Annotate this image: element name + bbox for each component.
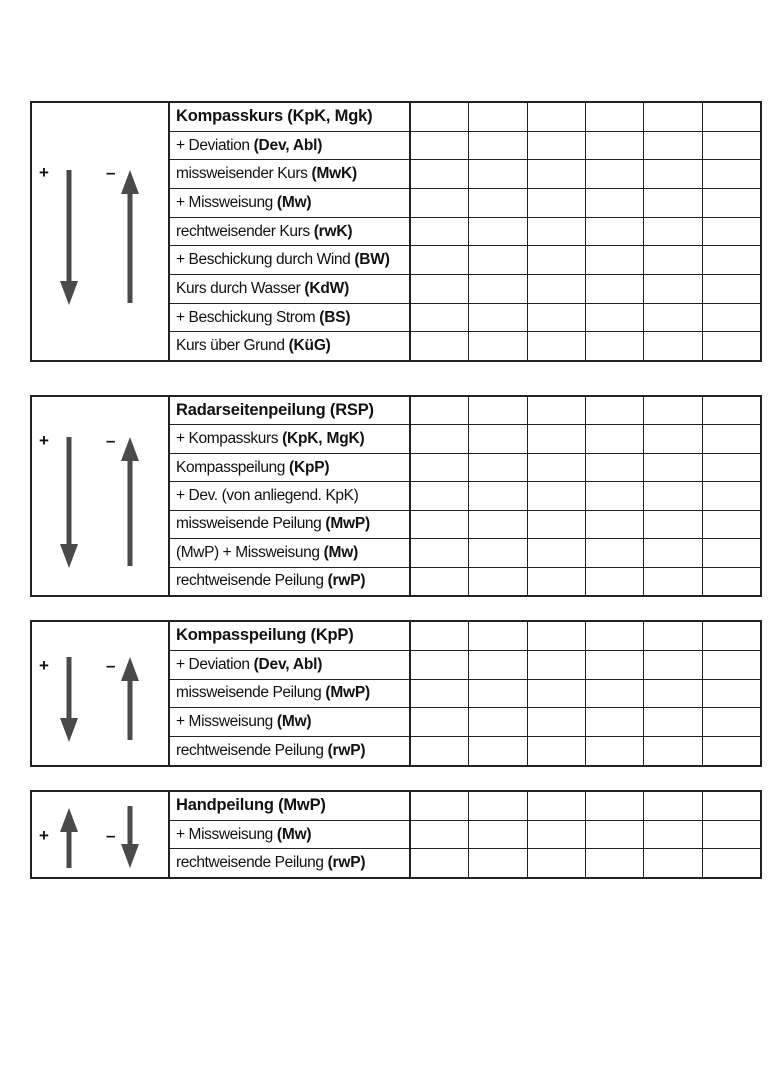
entry-cell[interactable] <box>586 622 644 650</box>
entry-cell[interactable] <box>528 332 586 360</box>
row-label-text: + Kompasskurs <box>176 430 279 448</box>
entry-cell[interactable] <box>411 425 469 452</box>
row-label <box>170 708 411 736</box>
entry-cell[interactable] <box>703 425 760 452</box>
table-row <box>170 707 760 736</box>
entry-cell[interactable] <box>703 821 760 849</box>
plus-sign: + <box>39 163 49 182</box>
row-label-text: + Deviation <box>176 655 250 673</box>
row-label <box>170 160 411 188</box>
row-term: (BW) <box>354 251 390 269</box>
entry-cell[interactable] <box>469 792 527 820</box>
entry-cell[interactable] <box>644 454 702 481</box>
entry-cell[interactable] <box>703 511 760 538</box>
entry-cell[interactable] <box>469 332 527 360</box>
row-term: (MwP) <box>325 515 370 533</box>
row-term: (KdW) <box>304 279 350 297</box>
entry-cell[interactable] <box>411 568 469 595</box>
entry-cell[interactable] <box>528 568 586 595</box>
calc-block-handpeilung <box>30 790 762 879</box>
row-term: (rwP) <box>327 742 366 760</box>
row-label-text: + Missweisung <box>176 713 273 731</box>
entry-cell[interactable] <box>644 275 702 303</box>
entry-cell[interactable] <box>703 680 760 708</box>
entry-cell[interactable] <box>703 397 760 424</box>
row-label-text: missweisender Kurs <box>176 165 308 183</box>
entry-cell[interactable] <box>469 189 527 217</box>
sign-column <box>32 103 170 360</box>
entry-cell[interactable] <box>411 622 469 650</box>
entry-cell[interactable] <box>528 189 586 217</box>
entry-cell[interactable] <box>528 275 586 303</box>
entry-cell[interactable] <box>528 246 586 274</box>
entry-cell[interactable] <box>644 425 702 452</box>
table-row <box>170 103 760 131</box>
rows <box>170 622 760 765</box>
entry-cell[interactable] <box>528 622 586 650</box>
minus-sign: – <box>106 826 116 845</box>
plus-sign: + <box>39 431 49 450</box>
entry-cell[interactable] <box>411 103 469 131</box>
entry-cell[interactable] <box>644 737 702 765</box>
entry-cell[interactable] <box>469 708 527 736</box>
row-term: (Dev, Abl) <box>253 655 323 673</box>
entry-cell[interactable] <box>586 397 644 424</box>
entry-cell[interactable] <box>703 132 760 160</box>
calc-block-kurs <box>30 101 762 362</box>
entry-cell[interactable] <box>411 651 469 679</box>
table-row <box>170 650 760 679</box>
entry-cell[interactable] <box>703 651 760 679</box>
entry-cell[interactable] <box>528 160 586 188</box>
entry-cell[interactable] <box>703 792 760 820</box>
row-label-text: + Dev. (von anliegend. KpK) <box>176 486 359 504</box>
table-row <box>170 188 760 217</box>
entry-cell[interactable] <box>528 103 586 131</box>
entry-cell[interactable] <box>703 304 760 332</box>
entry-cell[interactable] <box>469 539 527 566</box>
entry-cell[interactable] <box>411 332 469 360</box>
entry-cell[interactable] <box>703 454 760 481</box>
plus-sign: + <box>39 826 49 845</box>
entry-cell[interactable] <box>703 189 760 217</box>
row-label <box>170 275 411 303</box>
entry-cell[interactable] <box>644 651 702 679</box>
entry-cell[interactable] <box>469 568 527 595</box>
row-label-text: rechtweisender Kurs <box>176 222 310 240</box>
entry-cell[interactable] <box>644 849 702 877</box>
entry-cell[interactable] <box>528 454 586 481</box>
block-heading <box>170 622 411 650</box>
entry-cell[interactable] <box>528 304 586 332</box>
row-label <box>170 454 411 481</box>
table-row <box>170 679 760 708</box>
entry-cell[interactable] <box>528 218 586 246</box>
row-term: (Mw) <box>276 825 312 843</box>
entry-cell[interactable] <box>644 482 702 509</box>
entry-cell[interactable] <box>586 275 644 303</box>
entry-cell[interactable] <box>586 708 644 736</box>
table-row <box>170 217 760 246</box>
row-term: (MwP) <box>325 684 370 702</box>
entry-cell[interactable] <box>644 397 702 424</box>
entry-cell[interactable] <box>528 132 586 160</box>
entry-cell[interactable] <box>411 454 469 481</box>
entry-cell[interactable] <box>469 680 527 708</box>
table-row <box>170 510 760 538</box>
plus-sign: + <box>39 656 49 675</box>
entry-cell[interactable] <box>469 275 527 303</box>
row-label <box>170 332 411 360</box>
entry-cell[interactable] <box>411 275 469 303</box>
row-label <box>170 482 411 509</box>
entry-cell[interactable] <box>411 218 469 246</box>
rows <box>170 103 760 360</box>
entry-cell[interactable] <box>586 189 644 217</box>
entry-cell[interactable] <box>528 708 586 736</box>
table-row <box>170 792 760 820</box>
entry-cell[interactable] <box>469 397 527 424</box>
row-label <box>170 511 411 538</box>
row-term: (rwP) <box>327 572 366 590</box>
table-row <box>170 424 760 452</box>
calc-block-radar <box>30 395 762 597</box>
entry-cell[interactable] <box>703 218 760 246</box>
row-label <box>170 539 411 566</box>
minus-sign: – <box>106 163 116 182</box>
entry-cell[interactable] <box>411 680 469 708</box>
entry-cell[interactable] <box>586 304 644 332</box>
entry-cell[interactable] <box>469 622 527 650</box>
entry-cell[interactable] <box>586 246 644 274</box>
entry-cell[interactable] <box>644 792 702 820</box>
entry-cell[interactable] <box>703 849 760 877</box>
entry-cell[interactable] <box>644 103 702 131</box>
entry-cell[interactable] <box>586 821 644 849</box>
entry-cell[interactable] <box>528 849 586 877</box>
entry-cell[interactable] <box>469 849 527 877</box>
entry-cell[interactable] <box>586 680 644 708</box>
row-term: (Mw) <box>276 713 312 731</box>
row-label-text: missweisende Peilung <box>176 684 322 702</box>
entry-cell[interactable] <box>644 132 702 160</box>
block-heading <box>170 103 411 131</box>
row-term: (KüG) <box>288 337 331 355</box>
entry-cell[interactable] <box>469 651 527 679</box>
entry-cell[interactable] <box>644 821 702 849</box>
row-label-text: rechtweisende Peilung <box>176 572 324 590</box>
entry-cell[interactable] <box>644 218 702 246</box>
entry-cell[interactable] <box>703 332 760 360</box>
entry-cell[interactable] <box>469 821 527 849</box>
row-term: Radarseitenpeilung (RSP) <box>176 401 374 420</box>
entry-cell[interactable] <box>411 132 469 160</box>
table-row <box>170 245 760 274</box>
row-label-text: + Missweisung <box>176 193 273 211</box>
entry-cell[interactable] <box>411 511 469 538</box>
table-row <box>170 538 760 566</box>
entry-cell[interactable] <box>586 849 644 877</box>
entry-cell[interactable] <box>411 708 469 736</box>
table-row <box>170 331 760 360</box>
row-term: (rwP) <box>327 854 366 872</box>
row-term: (Mw) <box>276 193 312 211</box>
row-term: (rwK) <box>313 222 353 240</box>
table-row <box>170 453 760 481</box>
entry-cell[interactable] <box>528 482 586 509</box>
row-term: (BS) <box>319 308 351 326</box>
entry-cell[interactable] <box>411 737 469 765</box>
entry-cell[interactable] <box>644 304 702 332</box>
table-row <box>170 159 760 188</box>
entry-cell[interactable] <box>644 622 702 650</box>
entry-cell[interactable] <box>644 539 702 566</box>
entry-cell[interactable] <box>586 511 644 538</box>
entry-cell[interactable] <box>469 132 527 160</box>
row-label <box>170 246 411 274</box>
row-label-text: + Beschickung Strom <box>176 308 316 326</box>
row-term: Kompasskurs (KpK, Mgk) <box>176 107 373 126</box>
block-heading <box>170 792 411 820</box>
calc-block-kompasspeilung <box>30 620 762 767</box>
entry-cell[interactable] <box>703 103 760 131</box>
entry-cell[interactable] <box>528 511 586 538</box>
row-label <box>170 821 411 849</box>
entry-cell[interactable] <box>586 651 644 679</box>
row-label-text: rechtweisende Peilung <box>176 742 324 760</box>
table-row <box>170 622 760 650</box>
entry-cell[interactable] <box>644 708 702 736</box>
entry-cell[interactable] <box>644 332 702 360</box>
row-label <box>170 849 411 877</box>
table-row <box>170 848 760 877</box>
entry-cell[interactable] <box>528 397 586 424</box>
table-row <box>170 274 760 303</box>
entry-cell[interactable] <box>469 160 527 188</box>
row-label <box>170 132 411 160</box>
table-row <box>170 303 760 332</box>
entry-cell[interactable] <box>528 792 586 820</box>
entry-cell[interactable] <box>703 708 760 736</box>
entry-cell[interactable] <box>586 737 644 765</box>
entry-cell[interactable] <box>528 425 586 452</box>
entry-cell[interactable] <box>528 680 586 708</box>
row-term: Kompasspeilung (KpP) <box>176 626 354 645</box>
row-label <box>170 304 411 332</box>
sign-column <box>32 397 170 595</box>
sign-column <box>32 792 170 877</box>
row-term: (KpK, MgK) <box>282 430 365 448</box>
sign-column <box>32 622 170 765</box>
entry-cell[interactable] <box>469 304 527 332</box>
row-label-text: + Deviation <box>176 136 250 154</box>
table-row <box>170 736 760 765</box>
minus-sign: – <box>106 431 116 450</box>
entry-cell[interactable] <box>644 160 702 188</box>
entry-cell[interactable] <box>586 539 644 566</box>
entry-cell[interactable] <box>469 246 527 274</box>
entry-cell[interactable] <box>411 246 469 274</box>
entry-cell[interactable] <box>703 275 760 303</box>
entry-cell[interactable] <box>528 651 586 679</box>
entry-cell[interactable] <box>469 511 527 538</box>
entry-cell[interactable] <box>703 737 760 765</box>
entry-cell[interactable] <box>411 160 469 188</box>
entry-cell[interactable] <box>411 397 469 424</box>
block-heading <box>170 397 411 424</box>
rows <box>170 792 760 877</box>
entry-cell[interactable] <box>586 568 644 595</box>
entry-cell[interactable] <box>644 511 702 538</box>
row-label-text: Kurs durch Wasser <box>176 279 301 297</box>
row-term: Handpeilung (MwP) <box>176 796 326 815</box>
row-term: (Dev, Abl) <box>253 136 323 154</box>
entry-cell[interactable] <box>586 482 644 509</box>
entry-cell[interactable] <box>411 304 469 332</box>
entry-cell[interactable] <box>586 160 644 188</box>
row-label-text: + Beschickung durch Wind <box>176 251 351 269</box>
arrow-up-icon <box>32 103 168 403</box>
row-label-text: Kompasspeilung <box>176 458 286 476</box>
entry-cell[interactable] <box>469 482 527 509</box>
row-label-text: (MwP) + Missweisung <box>176 543 320 561</box>
entry-cell[interactable] <box>528 737 586 765</box>
entry-cell[interactable] <box>469 737 527 765</box>
row-label <box>170 189 411 217</box>
row-label <box>170 568 411 595</box>
row-label <box>170 737 411 765</box>
table-row <box>170 567 760 595</box>
arrow-down-icon <box>32 792 168 1092</box>
row-term: (Mw) <box>323 543 359 561</box>
entry-cell[interactable] <box>586 332 644 360</box>
table-row <box>170 397 760 424</box>
row-term: (MwK) <box>311 165 357 183</box>
entry-cell[interactable] <box>411 792 469 820</box>
entry-cell[interactable] <box>703 160 760 188</box>
row-label-text: Kurs über Grund <box>176 337 285 355</box>
entry-cell[interactable] <box>411 821 469 849</box>
entry-cell[interactable] <box>586 103 644 131</box>
entry-cell[interactable] <box>469 103 527 131</box>
table-row <box>170 481 760 509</box>
row-label <box>170 680 411 708</box>
entry-cell[interactable] <box>703 622 760 650</box>
entry-cell[interactable] <box>469 425 527 452</box>
entry-cell[interactable] <box>411 189 469 217</box>
row-label <box>170 425 411 452</box>
entry-cell[interactable] <box>469 454 527 481</box>
rows <box>170 397 760 595</box>
entry-cell[interactable] <box>644 189 702 217</box>
entry-cell[interactable] <box>411 539 469 566</box>
row-label <box>170 218 411 246</box>
table-row <box>170 131 760 160</box>
entry-cell[interactable] <box>644 680 702 708</box>
entry-cell[interactable] <box>528 539 586 566</box>
entry-cell[interactable] <box>469 218 527 246</box>
entry-cell[interactable] <box>411 482 469 509</box>
table-row <box>170 820 760 849</box>
entry-cell[interactable] <box>586 792 644 820</box>
entry-cell[interactable] <box>586 132 644 160</box>
entry-cell[interactable] <box>703 539 760 566</box>
row-label-text: rechtweisende Peilung <box>176 854 324 872</box>
entry-cell[interactable] <box>703 568 760 595</box>
entry-cell[interactable] <box>528 821 586 849</box>
entry-cell[interactable] <box>586 425 644 452</box>
row-label <box>170 651 411 679</box>
entry-cell[interactable] <box>586 218 644 246</box>
entry-cell[interactable] <box>586 454 644 481</box>
entry-cell[interactable] <box>703 246 760 274</box>
entry-cell[interactable] <box>703 482 760 509</box>
minus-sign: – <box>106 656 116 675</box>
row-label-text: + Missweisung <box>176 825 273 843</box>
row-label-text: missweisende Peilung <box>176 515 322 533</box>
entry-cell[interactable] <box>644 568 702 595</box>
entry-cell[interactable] <box>411 849 469 877</box>
entry-cell[interactable] <box>644 246 702 274</box>
row-term: (KpP) <box>289 458 330 476</box>
